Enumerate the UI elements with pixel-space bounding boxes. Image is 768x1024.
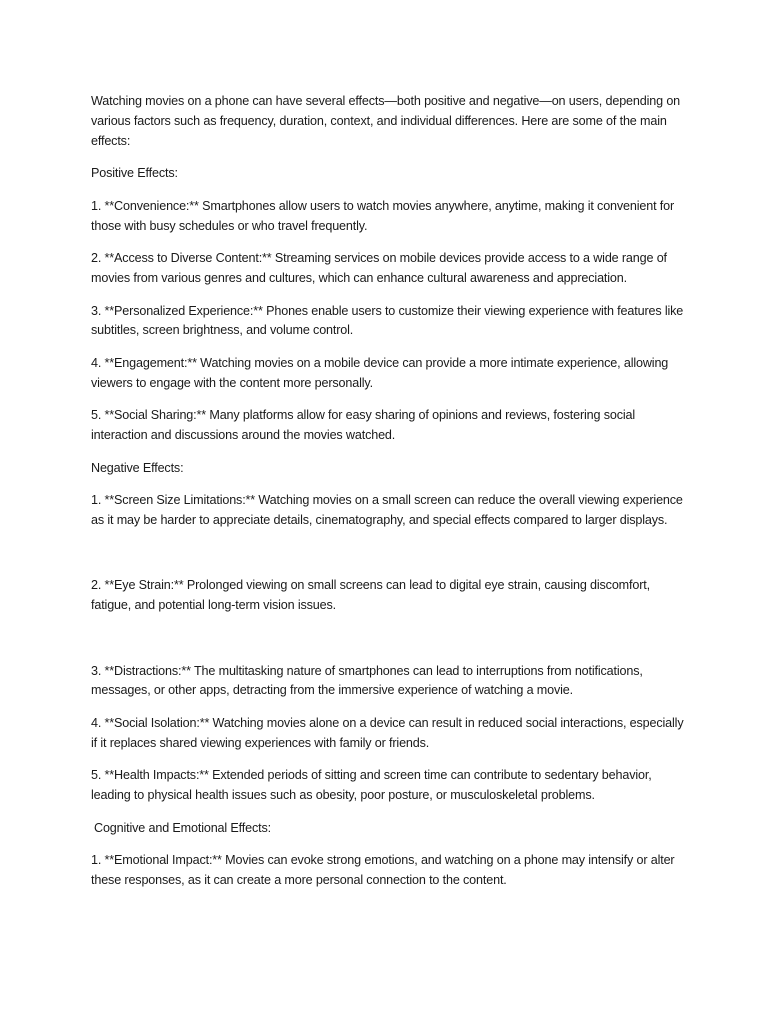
negative-effects-heading: Negative Effects: <box>91 460 184 475</box>
positive-effects-heading: Positive Effects: <box>91 166 178 181</box>
negative-item-health-impacts: 5. **Health Impacts:** Extended periods of sitting and screen time can contribute to sedentary behavior, leading to physical health issues such as obesity, poor posture, or musculoskeletal problems. <box>91 768 652 803</box>
cognitive-effects-heading: Cognitive and Emotional Effects: <box>94 820 271 835</box>
cognitive-item-emotional-impact: 1. **Emotional Impact:** Movies can evoke strong emotions, and watching on a phone may intensify or alter these responses, as it can create a more personal connection to the content. <box>91 853 675 888</box>
negative-item-distractions: 3. **Distractions:** The multitasking nature of smartphones can lead to interruptions from notifications, messages, or other apps, detracting from the immersive experience of watching a movie. <box>91 663 643 698</box>
positive-item-convenience: 1. **Convenience:** Smartphones allow users to watch movies anywhere, anytime, making it convenient for those with busy schedules or who travel frequently. <box>91 198 675 233</box>
negative-item-screen-size: 1. **Screen Size Limitations:** Watching movies on a small screen can reduce the overall viewing experience as it may be harder to appreciate details, cinematography, and special effects compared to larger displays. <box>91 493 683 528</box>
document-body <box>91 92 691 904</box>
negative-item-eye-strain: 2. **Eye Strain:** Prolonged viewing on small screens can lead to digital eye strain, causing discomfort, fatigue, and potential long-term vision issues. <box>91 578 650 613</box>
positive-item-personalized-experience: 3. **Personalized Experience:** Phones enable users to customize their viewing experience with features like subtitles, screen brightness, and volume control. <box>91 303 684 338</box>
positive-item-social-sharing: 5. **Social Sharing:** Many platforms allow for easy sharing of opinions and reviews, fostering social interaction and discussions around the movies watched. <box>91 408 636 443</box>
negative-item-social-isolation: 4. **Social Isolation:** Watching movies alone on a device can result in reduced social interactions, especially if it replaces shared viewing experiences with family or friends. <box>91 715 684 750</box>
intro-paragraph: Watching movies on a phone can have several effects—both positive and negative—on users, depending on various factors such as frequency, duration, context, and individual differences. Here are some of the main effects: <box>91 94 681 148</box>
positive-item-engagement: 4. **Engagement:** Watching movies on a mobile device can provide a more intimate experience, allowing viewers to engage with the content more personally. <box>91 355 669 390</box>
positive-item-diverse-content: 2. **Access to Diverse Content:** Streaming services on mobile devices provide access to a wide range of movies from various genres and cultures, which can enhance cultural awareness and appreciation. <box>91 251 667 285</box>
